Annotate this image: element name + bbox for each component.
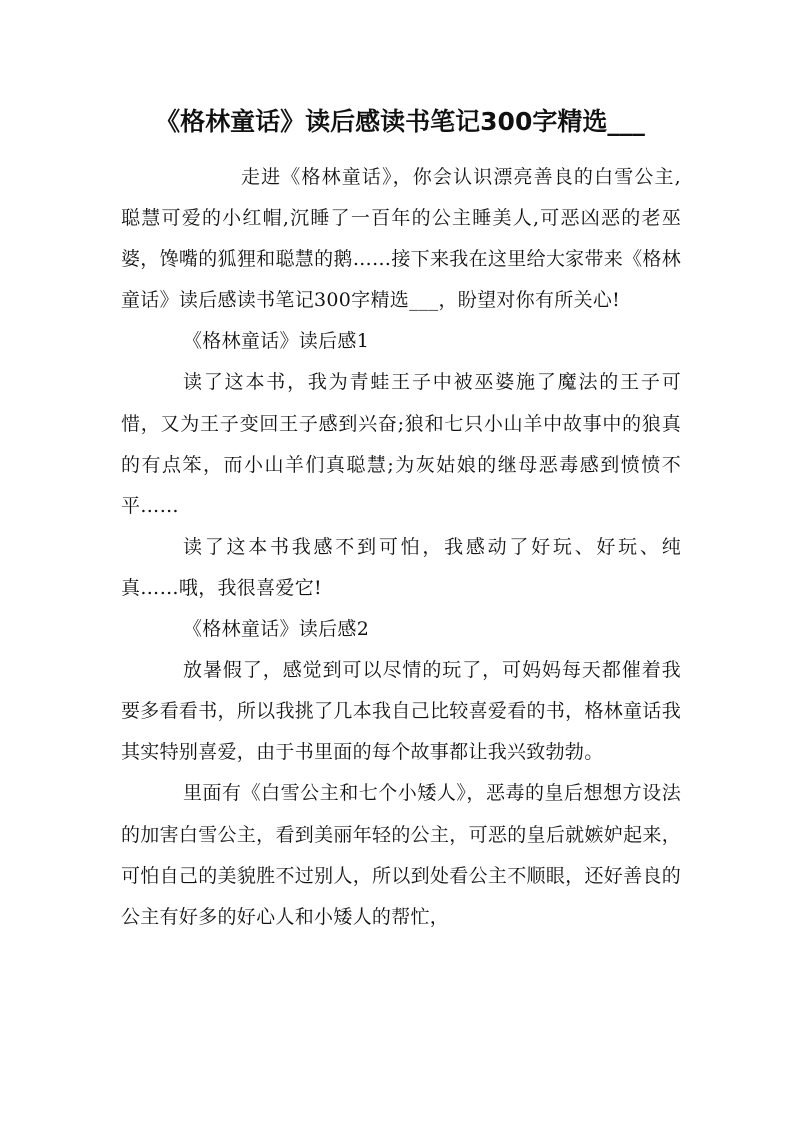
section-heading-2: 《格林童话》读后感2 [183, 618, 370, 641]
body-paragraph: 读了这本书我感不到可怕，我感动了好玩、好玩、纯真……哦，我很喜爱它! [121, 535, 681, 599]
body-paragraph: 读了这本书，我为青蛙王子中被巫婆施了魔法的王子可惜，又为王子变回王子感到兴奋;狼和七只小山羊中故事中的狼真的有点笨，而小山羊们真聪慧;为灰姑娘的继母恶毒感到愤愤不平…… [121, 371, 681, 517]
body-paragraph: 里面有《白雪公主和七个小矮人》，恶毒的皇后想想方设法的加害白雪公主，看到美丽年轻的公主，可恶的皇后就嫉妒起来，可怕自己的美貌胜不过别人，所以到处看公主不顺眼，还好善良的公主有好多的好心人和小矮人的帮忙， [121, 782, 681, 928]
document-title: 《格林童话》读后感读书笔记300字精选___ [155, 107, 645, 136]
intro-paragraph: 走进《格林童话》，你会认识漂亮善良的白雪公主,聪慧可爱的小红帽,沉睡了一百年的公主睡美人,可恶凶恶的老巫婆，馋嘴的狐狸和聪慧的鹅……接下来我在这里给大家带来《格林童话》读后感读书笔记300字精选___，盼望对你有所关心! [121, 166, 681, 312]
document-body [121, 157, 681, 938]
body-paragraph: 放暑假了，感觉到可以尽情的玩了，可妈妈每天都催着我要多看看书，所以我挑了几本我自己比较喜爱看的书，格林童话我其实特别喜爱，由于书里面的每个故事都让我兴致勃勃。 [121, 659, 681, 764]
section-heading-1: 《格林童话》读后感1 [183, 330, 370, 353]
